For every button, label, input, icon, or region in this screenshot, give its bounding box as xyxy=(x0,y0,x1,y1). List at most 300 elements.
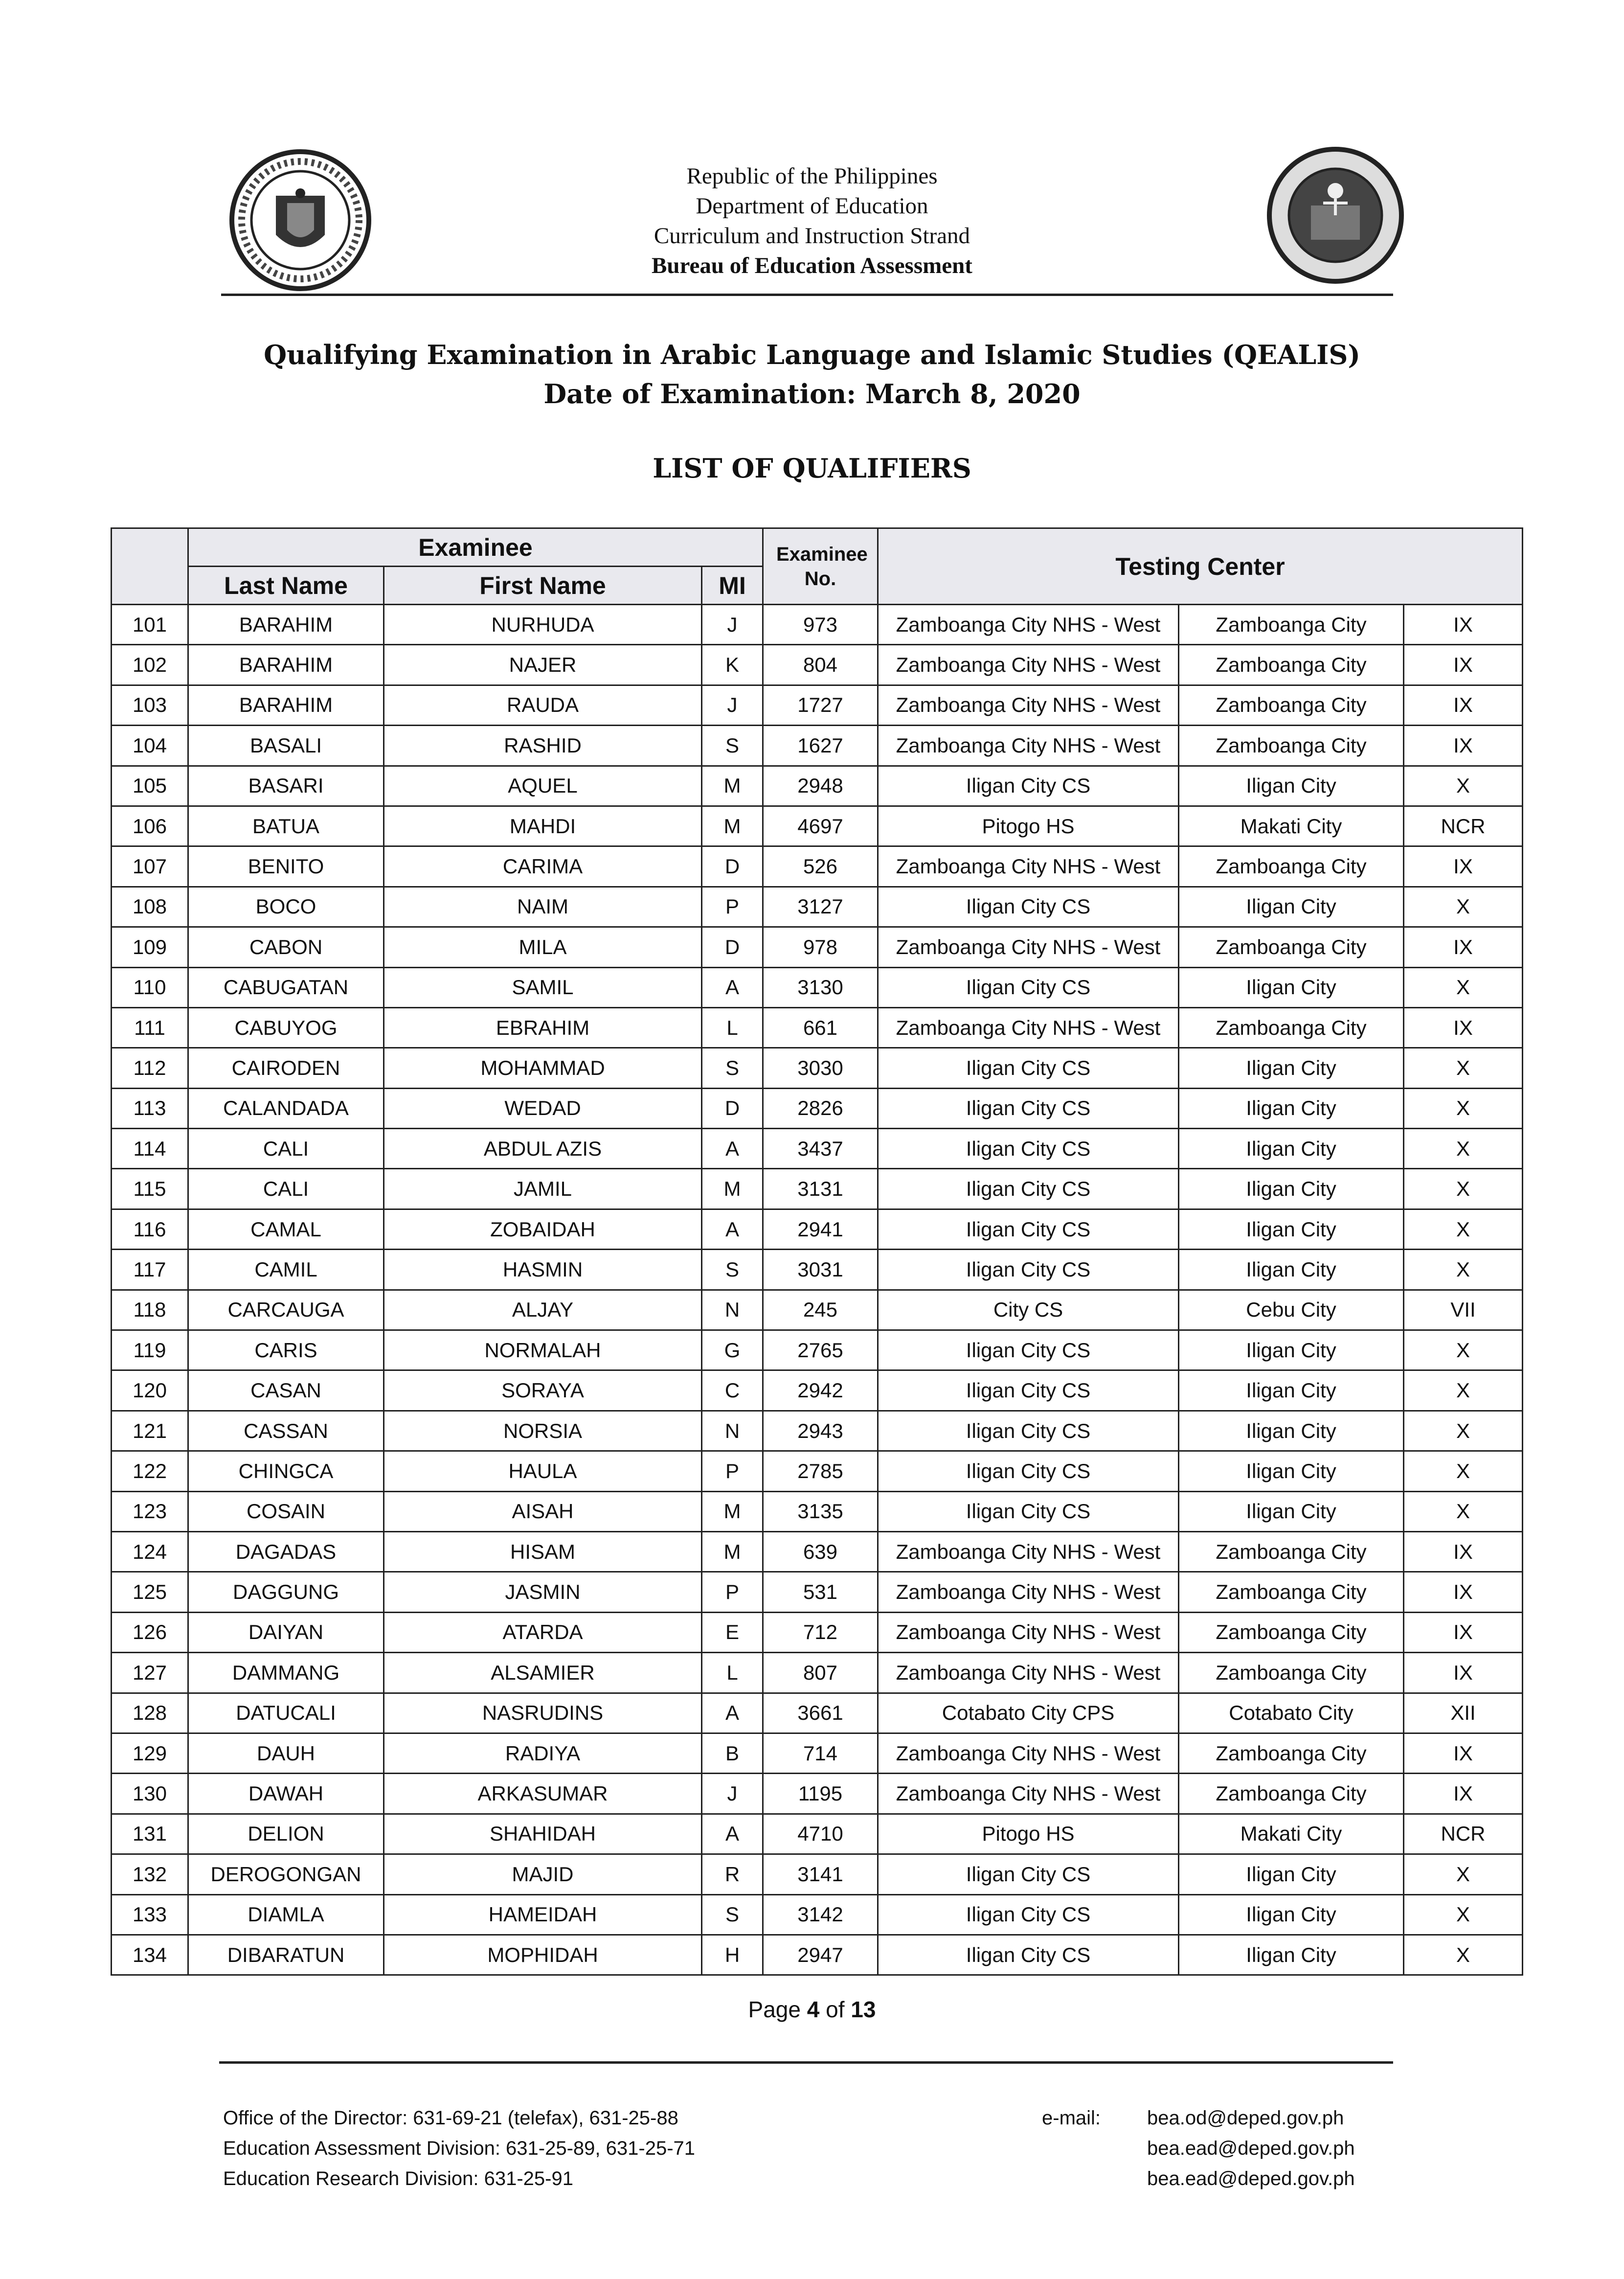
last-name-cell: DIAMLA xyxy=(188,1894,384,1935)
first-name-cell: MILA xyxy=(384,927,702,967)
examinee-no-cell: 3131 xyxy=(763,1169,878,1209)
first-name-cell: MAHDI xyxy=(384,806,702,846)
testing-center-region-cell: VII xyxy=(1404,1290,1523,1330)
table-row xyxy=(112,806,1523,846)
first-name-cell: WEDAD xyxy=(384,1088,702,1128)
row-number-cell: 118 xyxy=(112,1290,188,1330)
testing-center-city-cell: Iligan City xyxy=(1179,1894,1404,1935)
testing-center-city-cell: Iligan City xyxy=(1179,967,1404,1007)
testing-center-school-cell: Zamboanga City NHS - West xyxy=(878,605,1179,645)
row-number-cell: 113 xyxy=(112,1088,188,1128)
row-number-cell: 128 xyxy=(112,1693,188,1733)
testing-center-school-cell: Iligan City CS xyxy=(878,887,1179,927)
testing-center-city-cell: Zamboanga City xyxy=(1179,1612,1404,1652)
letterhead-line: Department of Education xyxy=(696,193,928,219)
testing-center-region-cell: IX xyxy=(1404,927,1523,967)
middle-initial-cell: A xyxy=(702,1209,763,1249)
last-name-cell: DAUH xyxy=(188,1733,384,1773)
middle-initial-cell: M xyxy=(702,1531,763,1572)
testing-center-city-cell: Iligan City xyxy=(1179,766,1404,806)
examinee-no-cell: 3031 xyxy=(763,1250,878,1290)
email-list xyxy=(1147,2103,1355,2194)
testing-center-school-cell: Iligan City CS xyxy=(878,1411,1179,1451)
testing-center-region-cell: IX xyxy=(1404,1774,1523,1814)
examinee-no-cell: 712 xyxy=(763,1612,878,1652)
middle-initial-cell: S xyxy=(702,1250,763,1290)
last-name-cell: CABON xyxy=(188,927,384,967)
last-name-cell: DATUCALI xyxy=(188,1693,384,1733)
testing-center-city-cell: Iligan City xyxy=(1179,1330,1404,1370)
examinee-no-cell: 3661 xyxy=(763,1693,878,1733)
first-name-cell: RADIYA xyxy=(384,1733,702,1773)
middle-initial-cell: N xyxy=(702,1290,763,1330)
testing-center-city-cell: Iligan City xyxy=(1179,1048,1404,1088)
page-prefix: Page xyxy=(748,1997,807,2022)
middle-initial-cell: M xyxy=(702,806,763,846)
row-number-cell: 114 xyxy=(112,1129,188,1169)
row-number-cell: 107 xyxy=(112,846,188,887)
first-name-cell: JASMIN xyxy=(384,1572,702,1612)
testing-center-city-cell: Iligan City xyxy=(1179,1370,1404,1411)
last-name-cell: DELION xyxy=(188,1814,384,1854)
first-name-cell: RASHID xyxy=(384,726,702,766)
table-row xyxy=(112,1451,1523,1491)
testing-center-region-cell: IX xyxy=(1404,1572,1523,1612)
testing-center-region-cell: X xyxy=(1404,1370,1523,1411)
middle-initial-cell: M xyxy=(702,1491,763,1531)
testing-center-city-cell: Iligan City xyxy=(1179,1935,1404,1975)
testing-center-region-cell: X xyxy=(1404,1411,1523,1451)
middle-initial-cell: J xyxy=(702,605,763,645)
testing-center-region-cell: IX xyxy=(1404,685,1523,725)
first-name-cell: MAJID xyxy=(384,1854,702,1894)
testing-center-region-cell: IX xyxy=(1404,1733,1523,1773)
last-name-header: Last Name xyxy=(188,567,384,605)
row-number-cell: 120 xyxy=(112,1370,188,1411)
middle-initial-cell: J xyxy=(702,1774,763,1814)
testing-center-region-cell: X xyxy=(1404,766,1523,806)
testing-center-region-cell: X xyxy=(1404,1209,1523,1249)
email-address: bea.ead@deped.gov.ph xyxy=(1147,2168,1355,2189)
testing-center-region-cell: IX xyxy=(1404,846,1523,887)
first-name-cell: ABDUL AZIS xyxy=(384,1129,702,1169)
testing-center-school-cell: Iligan City CS xyxy=(878,1250,1179,1290)
testing-center-city-cell: Iligan City xyxy=(1179,1250,1404,1290)
row-number-cell: 110 xyxy=(112,967,188,1007)
last-name-cell: CARIS xyxy=(188,1330,384,1370)
last-name-cell: COSAIN xyxy=(188,1491,384,1531)
first-name-cell: HAULA xyxy=(384,1451,702,1491)
testing-center-school-cell: Iligan City CS xyxy=(878,967,1179,1007)
letterhead xyxy=(0,161,1624,281)
middle-initial-cell: D xyxy=(702,1088,763,1128)
examinee-no-cell: 3030 xyxy=(763,1048,878,1088)
testing-center-region-cell: X xyxy=(1404,1894,1523,1935)
middle-initial-cell: A xyxy=(702,967,763,1007)
testing-center-city-cell: Iligan City xyxy=(1179,1854,1404,1894)
table-row xyxy=(112,1653,1523,1693)
testing-center-school-cell: Zamboanga City NHS - West xyxy=(878,1612,1179,1652)
examinee-no-cell: 2947 xyxy=(763,1935,878,1975)
testing-center-region-cell: X xyxy=(1404,1129,1523,1169)
last-name-cell: CAMIL xyxy=(188,1250,384,1290)
table-row xyxy=(112,1612,1523,1652)
testing-center-region-cell: X xyxy=(1404,967,1523,1007)
examinee-no-cell: 2826 xyxy=(763,1088,878,1128)
examinee-no-cell: 2941 xyxy=(763,1209,878,1249)
table-row xyxy=(112,605,1523,645)
testing-center-city-cell: Iligan City xyxy=(1179,1169,1404,1209)
table-row xyxy=(112,1370,1523,1411)
testing-center-region-cell: X xyxy=(1404,1250,1523,1290)
testing-center-city-cell: Zamboanga City xyxy=(1179,927,1404,967)
testing-center-city-cell: Zamboanga City xyxy=(1179,1007,1404,1048)
testing-center-region-cell: XII xyxy=(1404,1693,1523,1733)
testing-center-school-cell: Zamboanga City NHS - West xyxy=(878,1007,1179,1048)
table-row xyxy=(112,1814,1523,1854)
table-row xyxy=(112,1774,1523,1814)
examinee-no-cell: 3130 xyxy=(763,967,878,1007)
contact-numbers xyxy=(223,2103,695,2194)
testing-center-region-cell: X xyxy=(1404,1330,1523,1370)
letterhead-bureau: Bureau of Education Assessment xyxy=(652,253,972,278)
table-row xyxy=(112,1209,1523,1249)
examinee-no-cell: 531 xyxy=(763,1572,878,1612)
testing-center-city-cell: Iligan City xyxy=(1179,887,1404,927)
examinee-no-cell: 3141 xyxy=(763,1854,878,1894)
examinee-no-cell: 2943 xyxy=(763,1411,878,1451)
middle-initial-cell: L xyxy=(702,1007,763,1048)
table-row xyxy=(112,1572,1523,1612)
testing-center-city-cell: Zamboanga City xyxy=(1179,1531,1404,1572)
table-row xyxy=(112,846,1523,887)
testing-center-city-cell: Iligan City xyxy=(1179,1088,1404,1128)
table-row xyxy=(112,766,1523,806)
table-row xyxy=(112,1088,1523,1128)
last-name-cell: DIBARATUN xyxy=(188,1935,384,1975)
testing-center-school-cell: Iligan City CS xyxy=(878,1894,1179,1935)
middle-initial-cell: J xyxy=(702,685,763,725)
last-name-cell: CHINGCA xyxy=(188,1451,384,1491)
testing-center-region-cell: IX xyxy=(1404,1653,1523,1693)
first-name-cell: SAMIL xyxy=(384,967,702,1007)
examinee-no-cell: 2785 xyxy=(763,1451,878,1491)
testing-center-city-cell: Zamboanga City xyxy=(1179,1733,1404,1773)
examinee-no-cell: 245 xyxy=(763,1290,878,1330)
testing-center-region-cell: X xyxy=(1404,1491,1523,1531)
row-number-cell: 111 xyxy=(112,1007,188,1048)
testing-center-region-cell: IX xyxy=(1404,1007,1523,1048)
middle-initial-cell: G xyxy=(702,1330,763,1370)
mi-header: MI xyxy=(702,567,763,605)
table-row xyxy=(112,685,1523,725)
testing-center-region-cell: X xyxy=(1404,1048,1523,1088)
document-title xyxy=(0,335,1624,413)
first-name-cell: ARKASUMAR xyxy=(384,1774,702,1814)
first-name-cell: NURHUDA xyxy=(384,605,702,645)
testing-center-region-cell: NCR xyxy=(1404,806,1523,846)
page-total: 13 xyxy=(851,1997,876,2022)
middle-initial-cell: S xyxy=(702,1894,763,1935)
testing-center-school-cell: Iligan City CS xyxy=(878,1330,1179,1370)
row-number-cell: 101 xyxy=(112,605,188,645)
testing-center-school-cell: Zamboanga City NHS - West xyxy=(878,1733,1179,1773)
testing-center-city-cell: Iligan City xyxy=(1179,1491,1404,1531)
testing-center-school-cell: Zamboanga City NHS - West xyxy=(878,927,1179,967)
list-title: LIST OF QUALIFIERS xyxy=(653,453,971,484)
testing-center-school-cell: Zamboanga City NHS - West xyxy=(878,846,1179,887)
last-name-cell: CASAN xyxy=(188,1370,384,1411)
email-label: e-mail: xyxy=(1042,2107,1101,2129)
last-name-cell: DAIYAN xyxy=(188,1612,384,1652)
middle-initial-cell: P xyxy=(702,1451,763,1491)
row-number-cell: 121 xyxy=(112,1411,188,1451)
examinee-no-cell: 3142 xyxy=(763,1894,878,1935)
testing-center-city-cell: Cotabato City xyxy=(1179,1693,1404,1733)
first-name-cell: NORSIA xyxy=(384,1411,702,1451)
examinee-no-cell: 3127 xyxy=(763,887,878,927)
last-name-cell: CABUYOG xyxy=(188,1007,384,1048)
testing-center-school-cell: Pitogo HS xyxy=(878,1814,1179,1854)
last-name-cell: BASARI xyxy=(188,766,384,806)
testing-center-region-cell: IX xyxy=(1404,605,1523,645)
middle-initial-cell: K xyxy=(702,645,763,685)
testing-center-city-cell: Zamboanga City xyxy=(1179,726,1404,766)
exam-date: Date of Examination: March 8, 2020 xyxy=(543,378,1081,410)
row-number-cell: 126 xyxy=(112,1612,188,1652)
testing-center-region-cell: IX xyxy=(1404,1612,1523,1652)
row-number-cell: 103 xyxy=(112,685,188,725)
examinee-no-cell: 978 xyxy=(763,927,878,967)
middle-initial-cell: P xyxy=(702,1572,763,1612)
examinee-no-cell: 3437 xyxy=(763,1129,878,1169)
page-middle: of xyxy=(819,1997,851,2022)
table-row xyxy=(112,1935,1523,1975)
first-name-cell: HAMEIDAH xyxy=(384,1894,702,1935)
row-number-cell: 119 xyxy=(112,1330,188,1370)
examinee-header: Examinee xyxy=(188,528,763,567)
examinee-no-cell: 973 xyxy=(763,605,878,645)
last-name-cell: CALANDADA xyxy=(188,1088,384,1128)
middle-initial-cell: N xyxy=(702,1411,763,1451)
testing-center-city-cell: Cebu City xyxy=(1179,1290,1404,1330)
first-name-cell: SORAYA xyxy=(384,1370,702,1411)
testing-center-school-cell: Zamboanga City NHS - West xyxy=(878,1572,1179,1612)
table-row xyxy=(112,1250,1523,1290)
examinee-no-cell: 2765 xyxy=(763,1330,878,1370)
table-row xyxy=(112,1290,1523,1330)
testing-center-school-cell: Iligan City CS xyxy=(878,1048,1179,1088)
first-name-cell: NASRUDINS xyxy=(384,1693,702,1733)
testing-center-city-cell: Zamboanga City xyxy=(1179,1653,1404,1693)
examinee-no-cell: 3135 xyxy=(763,1491,878,1531)
last-name-cell: CABUGATAN xyxy=(188,967,384,1007)
header-divider xyxy=(221,294,1393,296)
first-name-cell: NORMALAH xyxy=(384,1330,702,1370)
testing-center-region-cell: X xyxy=(1404,1088,1523,1128)
exam-title: Qualifying Examination in Arabic Language and Islamic Studies (QEALIS) xyxy=(264,339,1360,370)
testing-center-city-cell: Zamboanga City xyxy=(1179,685,1404,725)
last-name-cell: CARCAUGA xyxy=(188,1290,384,1330)
testing-center-school-cell: Iligan City CS xyxy=(878,1491,1179,1531)
testing-center-city-cell: Zamboanga City xyxy=(1179,1774,1404,1814)
email-address: bea.od@deped.gov.ph xyxy=(1147,2107,1344,2129)
last-name-cell: DAGADAS xyxy=(188,1531,384,1572)
first-name-cell: RAUDA xyxy=(384,685,702,725)
examinee-no-cell: 2942 xyxy=(763,1370,878,1411)
examinee-no-cell: 526 xyxy=(763,846,878,887)
qualifiers-table xyxy=(111,527,1523,1976)
testing-center-school-cell: Zamboanga City NHS - West xyxy=(878,645,1179,685)
testing-center-city-cell: Iligan City xyxy=(1179,1209,1404,1249)
page-indicator xyxy=(0,1996,1624,2023)
first-name-cell: HISAM xyxy=(384,1531,702,1572)
table-row xyxy=(112,967,1523,1007)
testing-center-region-cell: IX xyxy=(1404,1531,1523,1572)
table-row xyxy=(112,1491,1523,1531)
last-name-cell: DAWAH xyxy=(188,1774,384,1814)
middle-initial-cell: P xyxy=(702,887,763,927)
row-number-cell: 102 xyxy=(112,645,188,685)
first-name-cell: AISAH xyxy=(384,1491,702,1531)
table-row xyxy=(112,726,1523,766)
table-row xyxy=(112,645,1523,685)
middle-initial-cell: E xyxy=(702,1612,763,1652)
qualifiers-table-body xyxy=(112,605,1523,1975)
testing-center-school-cell: Zamboanga City NHS - West xyxy=(878,1531,1179,1572)
testing-center-region-cell: NCR xyxy=(1404,1814,1523,1854)
middle-initial-cell: R xyxy=(702,1854,763,1894)
table-row xyxy=(112,1854,1523,1894)
last-name-cell: BARAHIM xyxy=(188,605,384,645)
first-name-cell: JAMIL xyxy=(384,1169,702,1209)
testing-center-city-cell: Zamboanga City xyxy=(1179,605,1404,645)
row-number-header xyxy=(112,528,188,605)
row-number-cell: 132 xyxy=(112,1854,188,1894)
first-name-cell: ATARDA xyxy=(384,1612,702,1652)
table-row xyxy=(112,1733,1523,1773)
row-number-cell: 106 xyxy=(112,806,188,846)
middle-initial-cell: M xyxy=(702,1169,763,1209)
testing-center-city-cell: Iligan City xyxy=(1179,1129,1404,1169)
middle-initial-cell: A xyxy=(702,1814,763,1854)
testing-center-school-cell: Iligan City CS xyxy=(878,1209,1179,1249)
middle-initial-cell: H xyxy=(702,1935,763,1975)
first-name-cell: HASMIN xyxy=(384,1250,702,1290)
testing-center-school-cell: City CS xyxy=(878,1290,1179,1330)
last-name-cell: BENITO xyxy=(188,846,384,887)
examinee-no-cell: 1727 xyxy=(763,685,878,725)
email-address: bea.ead@deped.gov.ph xyxy=(1147,2138,1355,2159)
examinee-no-cell: 1627 xyxy=(763,726,878,766)
row-number-cell: 124 xyxy=(112,1531,188,1572)
row-number-cell: 116 xyxy=(112,1209,188,1249)
first-name-cell: EBRAHIM xyxy=(384,1007,702,1048)
last-name-cell: CALI xyxy=(188,1129,384,1169)
row-number-cell: 130 xyxy=(112,1774,188,1814)
last-name-cell: DEROGONGAN xyxy=(188,1854,384,1894)
testing-center-city-cell: Zamboanga City xyxy=(1179,846,1404,887)
testing-center-region-cell: X xyxy=(1404,1169,1523,1209)
last-name-cell: CAIRODEN xyxy=(188,1048,384,1088)
middle-initial-cell: S xyxy=(702,1048,763,1088)
testing-center-school-cell: Iligan City CS xyxy=(878,1129,1179,1169)
first-name-header: First Name xyxy=(384,567,702,605)
testing-center-region-cell: IX xyxy=(1404,645,1523,685)
footer-divider xyxy=(219,2061,1393,2064)
contact-line: Education Assessment Division: 631-25-89, 631-25-71 xyxy=(223,2138,695,2159)
first-name-cell: MOPHIDAH xyxy=(384,1935,702,1975)
row-number-cell: 115 xyxy=(112,1169,188,1209)
table-row xyxy=(112,1894,1523,1935)
middle-initial-cell: C xyxy=(702,1370,763,1411)
testing-center-region-cell: X xyxy=(1404,1935,1523,1975)
last-name-cell: BOCO xyxy=(188,887,384,927)
row-number-cell: 122 xyxy=(112,1451,188,1491)
row-number-cell: 129 xyxy=(112,1733,188,1773)
first-name-cell: NAJER xyxy=(384,645,702,685)
row-number-cell: 134 xyxy=(112,1935,188,1975)
row-number-cell: 133 xyxy=(112,1894,188,1935)
middle-initial-cell: B xyxy=(702,1733,763,1773)
row-number-cell: 123 xyxy=(112,1491,188,1531)
table-row xyxy=(112,1531,1523,1572)
testing-center-city-cell: Makati City xyxy=(1179,806,1404,846)
testing-center-school-cell: Iligan City CS xyxy=(878,1935,1179,1975)
testing-center-school-cell: Zamboanga City NHS - West xyxy=(878,1653,1179,1693)
testing-center-region-cell: X xyxy=(1404,1451,1523,1491)
examinee-no-cell: 714 xyxy=(763,1733,878,1773)
row-number-cell: 112 xyxy=(112,1048,188,1088)
examinee-no-cell: 661 xyxy=(763,1007,878,1048)
letterhead-line: Republic of the Philippines xyxy=(686,163,938,189)
row-number-cell: 105 xyxy=(112,766,188,806)
testing-center-school-cell: Pitogo HS xyxy=(878,806,1179,846)
testing-center-city-cell: Zamboanga City xyxy=(1179,1572,1404,1612)
middle-initial-cell: L xyxy=(702,1653,763,1693)
examinee-no-cell: 2948 xyxy=(763,766,878,806)
first-name-cell: ALJAY xyxy=(384,1290,702,1330)
middle-initial-cell: D xyxy=(702,846,763,887)
row-number-cell: 125 xyxy=(112,1572,188,1612)
table-row xyxy=(112,1048,1523,1088)
testing-center-school-cell: Zamboanga City NHS - West xyxy=(878,726,1179,766)
first-name-cell: SHAHIDAH xyxy=(384,1814,702,1854)
last-name-cell: BARAHIM xyxy=(188,645,384,685)
last-name-cell: CASSAN xyxy=(188,1411,384,1451)
testing-center-city-cell: Iligan City xyxy=(1179,1411,1404,1451)
testing-center-school-cell: Iligan City CS xyxy=(878,1370,1179,1411)
first-name-cell: CARIMA xyxy=(384,846,702,887)
table-row xyxy=(112,1693,1523,1733)
examinee-no-header-label: Examinee No. xyxy=(776,543,868,590)
row-number-cell: 109 xyxy=(112,927,188,967)
testing-center-school-cell: Iligan City CS xyxy=(878,1169,1179,1209)
page-current: 4 xyxy=(807,1997,820,2022)
middle-initial-cell: M xyxy=(702,766,763,806)
examinee-no-cell: 1195 xyxy=(763,1774,878,1814)
testing-center-school-cell: Cotabato City CPS xyxy=(878,1693,1179,1733)
testing-center-region-cell: IX xyxy=(1404,726,1523,766)
first-name-cell: ALSAMIER xyxy=(384,1653,702,1693)
last-name-cell: BARAHIM xyxy=(188,685,384,725)
testing-center-city-cell: Zamboanga City xyxy=(1179,645,1404,685)
first-name-cell: AQUEL xyxy=(384,766,702,806)
last-name-cell: CALI xyxy=(188,1169,384,1209)
middle-initial-cell: A xyxy=(702,1693,763,1733)
middle-initial-cell: S xyxy=(702,726,763,766)
first-name-cell: NAIM xyxy=(384,887,702,927)
